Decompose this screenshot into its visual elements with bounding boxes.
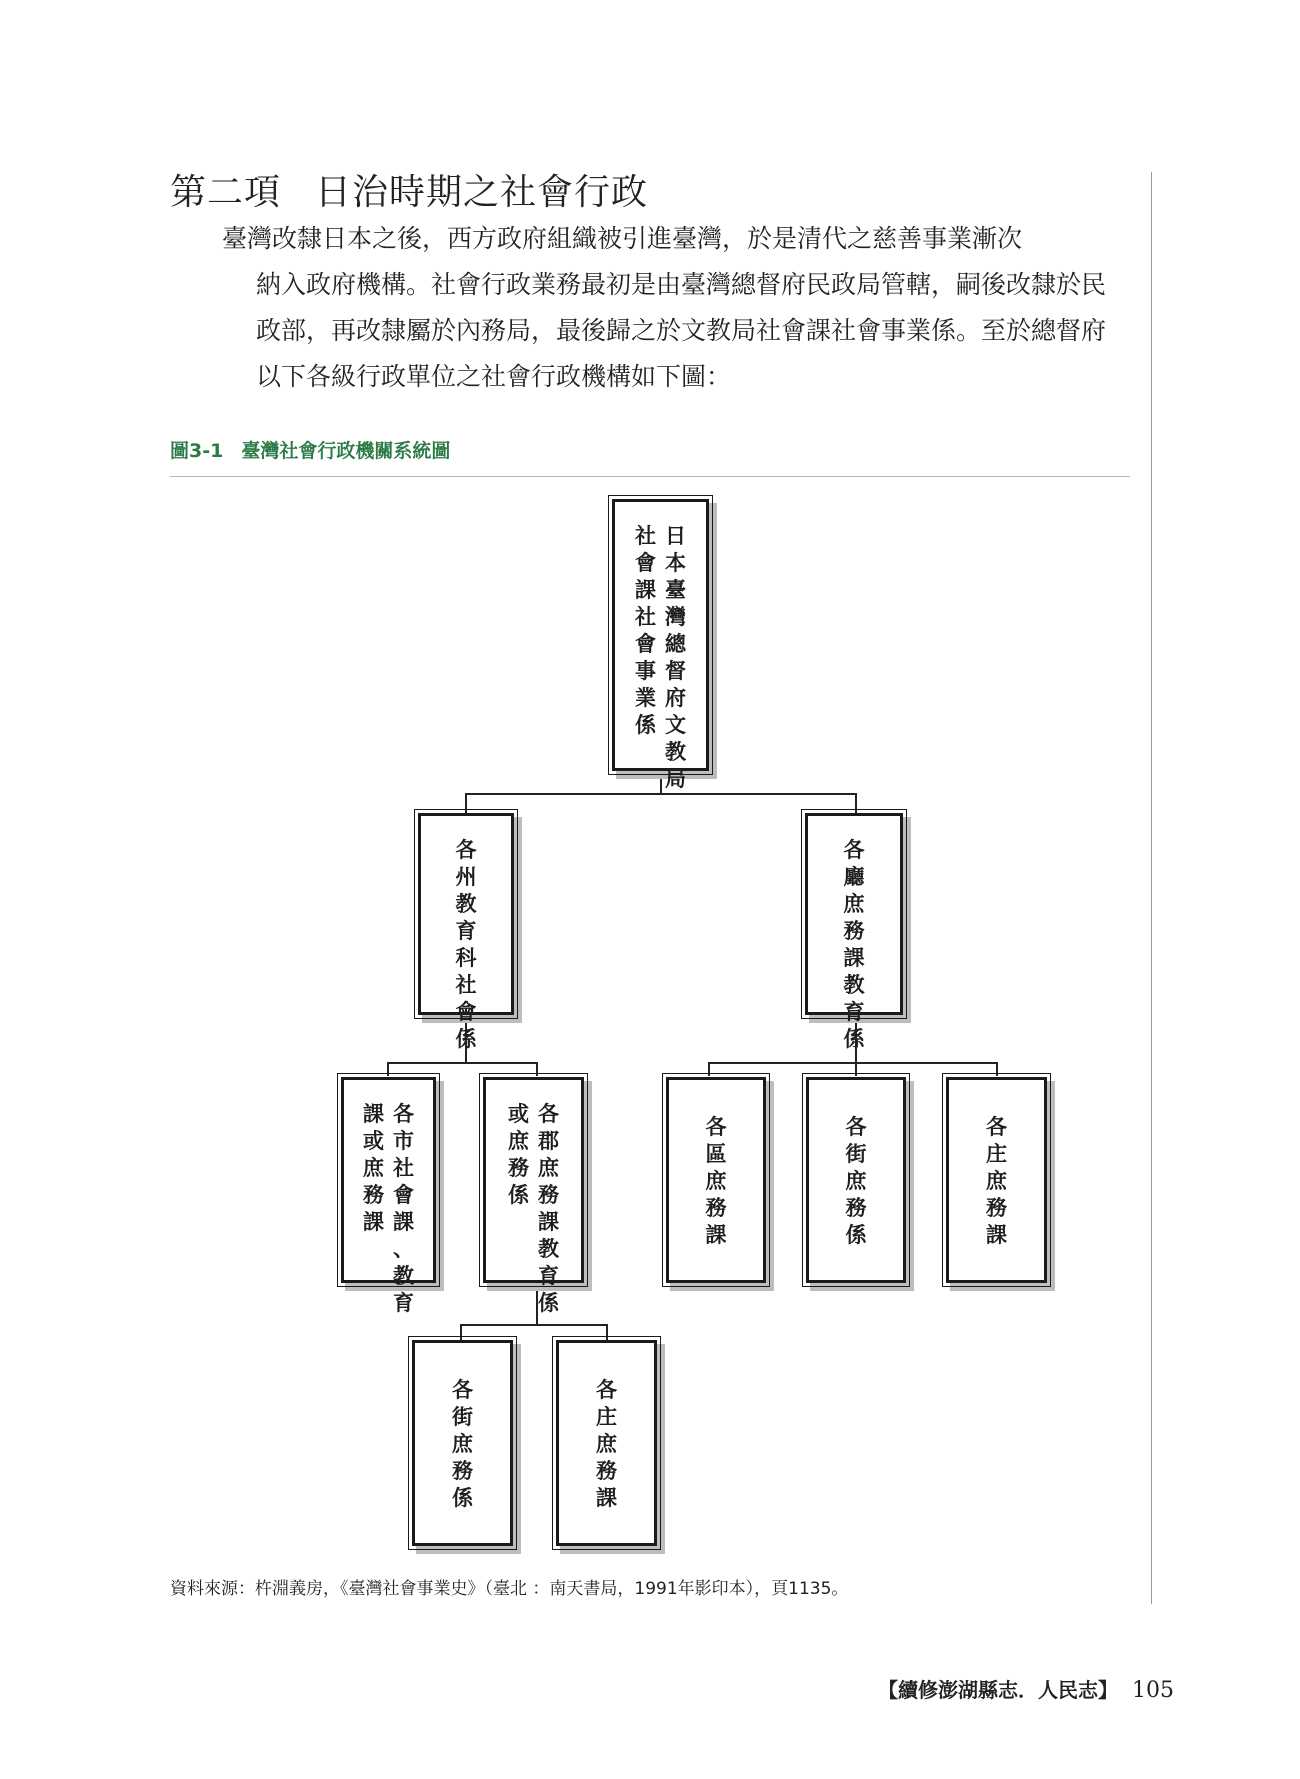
connector xyxy=(996,1062,998,1076)
body-paragraph xyxy=(172,216,1136,400)
org-box-village xyxy=(946,1077,1047,1283)
connector xyxy=(460,1324,462,1340)
org-box-label: 日 本 臺 灣 總 督 府 文 教 局 xyxy=(665,523,686,791)
org-box-office xyxy=(805,813,903,1051)
org-box-label: 社 會 課 社 會 事 業 係 xyxy=(635,523,656,737)
connector xyxy=(387,1062,389,1076)
paragraph-line: 以下各級行政單位之社會行政機構如下圖： xyxy=(256,362,732,391)
org-box-label: 各 街 庶 務 係 xyxy=(452,1376,473,1510)
org-box-county xyxy=(483,1077,584,1315)
page-footer xyxy=(878,1674,1174,1703)
org-box-district xyxy=(666,1077,766,1283)
org-box-label: 各 庄 庶 務 課 xyxy=(986,1113,1007,1247)
page-number: 105 xyxy=(1132,1678,1174,1703)
connector xyxy=(536,1062,538,1076)
connector xyxy=(708,1062,710,1076)
org-box-label: 各 廳 庶 務 課 教 育 係 xyxy=(843,837,865,1051)
connector xyxy=(855,1062,857,1076)
caption-rule xyxy=(170,476,1130,477)
connector xyxy=(708,1062,998,1064)
source-note: 資料來源：杵淵義房，《臺灣社會事業史》（臺北 ：南天書局，1991年影印本），頁1135。 xyxy=(170,1579,849,1599)
paragraph-line: 臺灣改隸日本之後，西方政府組織被引進臺灣，於是清代之慈善事業漸次 xyxy=(172,224,1023,253)
connector xyxy=(460,1324,608,1326)
section-number: 第二項 xyxy=(170,172,282,213)
org-box-village-sub xyxy=(556,1340,657,1546)
org-box-label: 各 州 教 育 科 社 會 係 xyxy=(455,837,477,1051)
section-title: 日治時期之社會行政 xyxy=(315,172,649,213)
org-box-label: 課 或 庶 務 課 xyxy=(363,1101,384,1234)
paragraph-line: 政部，再改隸屬於內務局，最後歸之於文教局社會課社會事業係。至於總督府 xyxy=(256,316,1107,345)
connector xyxy=(465,793,857,795)
figure-number: 圖3-1 xyxy=(170,440,224,462)
org-box-label: 各 郡 庶 務 課 教 育 係 xyxy=(538,1101,559,1315)
org-box-city xyxy=(341,1077,436,1315)
org-box-label: 各 庄 庶 務 課 xyxy=(596,1376,617,1510)
org-box-root xyxy=(612,499,709,791)
margin-rule xyxy=(1151,172,1152,1604)
connector xyxy=(855,793,857,813)
figure-title: 臺灣社會行政機關系統圖 xyxy=(241,440,451,462)
connector xyxy=(387,1062,538,1064)
figure-caption xyxy=(170,436,450,463)
org-box-label: 各 市 社 會 課 、 教 育 xyxy=(393,1101,414,1315)
connector xyxy=(606,1324,608,1340)
org-box-street-sub xyxy=(412,1340,513,1546)
section-heading xyxy=(170,164,648,215)
org-box-label: 或 庶 務 係 xyxy=(508,1101,529,1207)
org-box-prefecture xyxy=(418,813,514,1051)
org-box-label: 各 區 庶 務 課 xyxy=(705,1113,727,1247)
org-box-label: 各 街 庶 務 係 xyxy=(845,1113,867,1247)
org-box-street xyxy=(806,1077,906,1283)
paragraph-line: 納入政府機構。社會行政業務最初是由臺灣總督府民政局管轄，嗣後改隸於民 xyxy=(256,270,1107,299)
connector xyxy=(465,793,467,813)
footer-book-title: 【續修澎湖縣志．人民志】 xyxy=(878,1678,1118,1702)
